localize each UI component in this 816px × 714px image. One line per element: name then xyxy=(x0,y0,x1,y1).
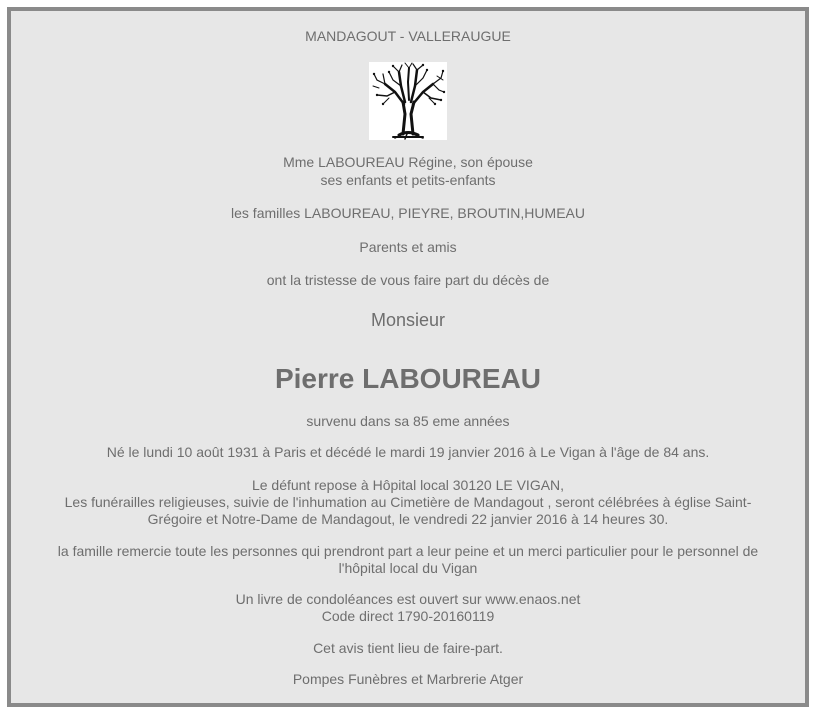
relatives-line: Parents et amis xyxy=(359,239,457,255)
funeral-home-line: Pompes Funèbres et Marbrerie Atger xyxy=(292,671,524,687)
condolences-code-line: Code direct 1790-20160119 xyxy=(321,608,495,624)
spouse-line: Mme LABOUREAU Régine, son épouse xyxy=(283,154,533,170)
location-header: MANDAGOUT - VALLERAUGUE xyxy=(305,28,511,44)
thanks-line-2: l'hôpital local du Vigan xyxy=(338,560,478,576)
age-line: survenu dans sa 85 eme années xyxy=(306,413,510,429)
obituary-notice xyxy=(7,7,809,707)
announcement-line: ont la tristesse de vous faire part du décès de xyxy=(266,272,550,288)
deceased-name: Pierre LABOUREAU xyxy=(274,363,542,394)
funeral-line-1: Les funérailles religieuses, suivie de l'inhumation au Cimetière de Mandagout , seront célébrées à église Saint- xyxy=(64,494,752,510)
rest-place-line: Le défunt repose à Hôpital local 30120 LE VIGAN, xyxy=(251,477,565,493)
birth-death-line: Né le lundi 10 août 1931 à Paris et décédé le mardi 19 janvier 2016 à Le Vigan à l'âge de 84 ans. xyxy=(106,444,710,460)
thanks-line-1: la famille remercie toute les personnes qui prendront part a leur peine et un merci particulier pour le personnel de xyxy=(57,543,759,559)
deceased-title: Monsieur xyxy=(370,310,446,330)
condolences-book-line: Un livre de condoléances est ouvert sur www.enaos.net xyxy=(235,591,581,607)
notice-line: Cet avis tient lieu de faire-part. xyxy=(313,640,503,656)
families-line: les familles LABOUREAU, PIEYRE, BROUTIN,HUMEAU xyxy=(231,205,585,221)
tree-icon xyxy=(369,62,447,140)
funeral-line-2: Grégoire et Notre-Dame de Mandagout, le vendredi 22 janvier 2016 à 14 heures 30. xyxy=(147,511,669,527)
children-line: ses enfants et petits-enfants xyxy=(320,172,496,188)
